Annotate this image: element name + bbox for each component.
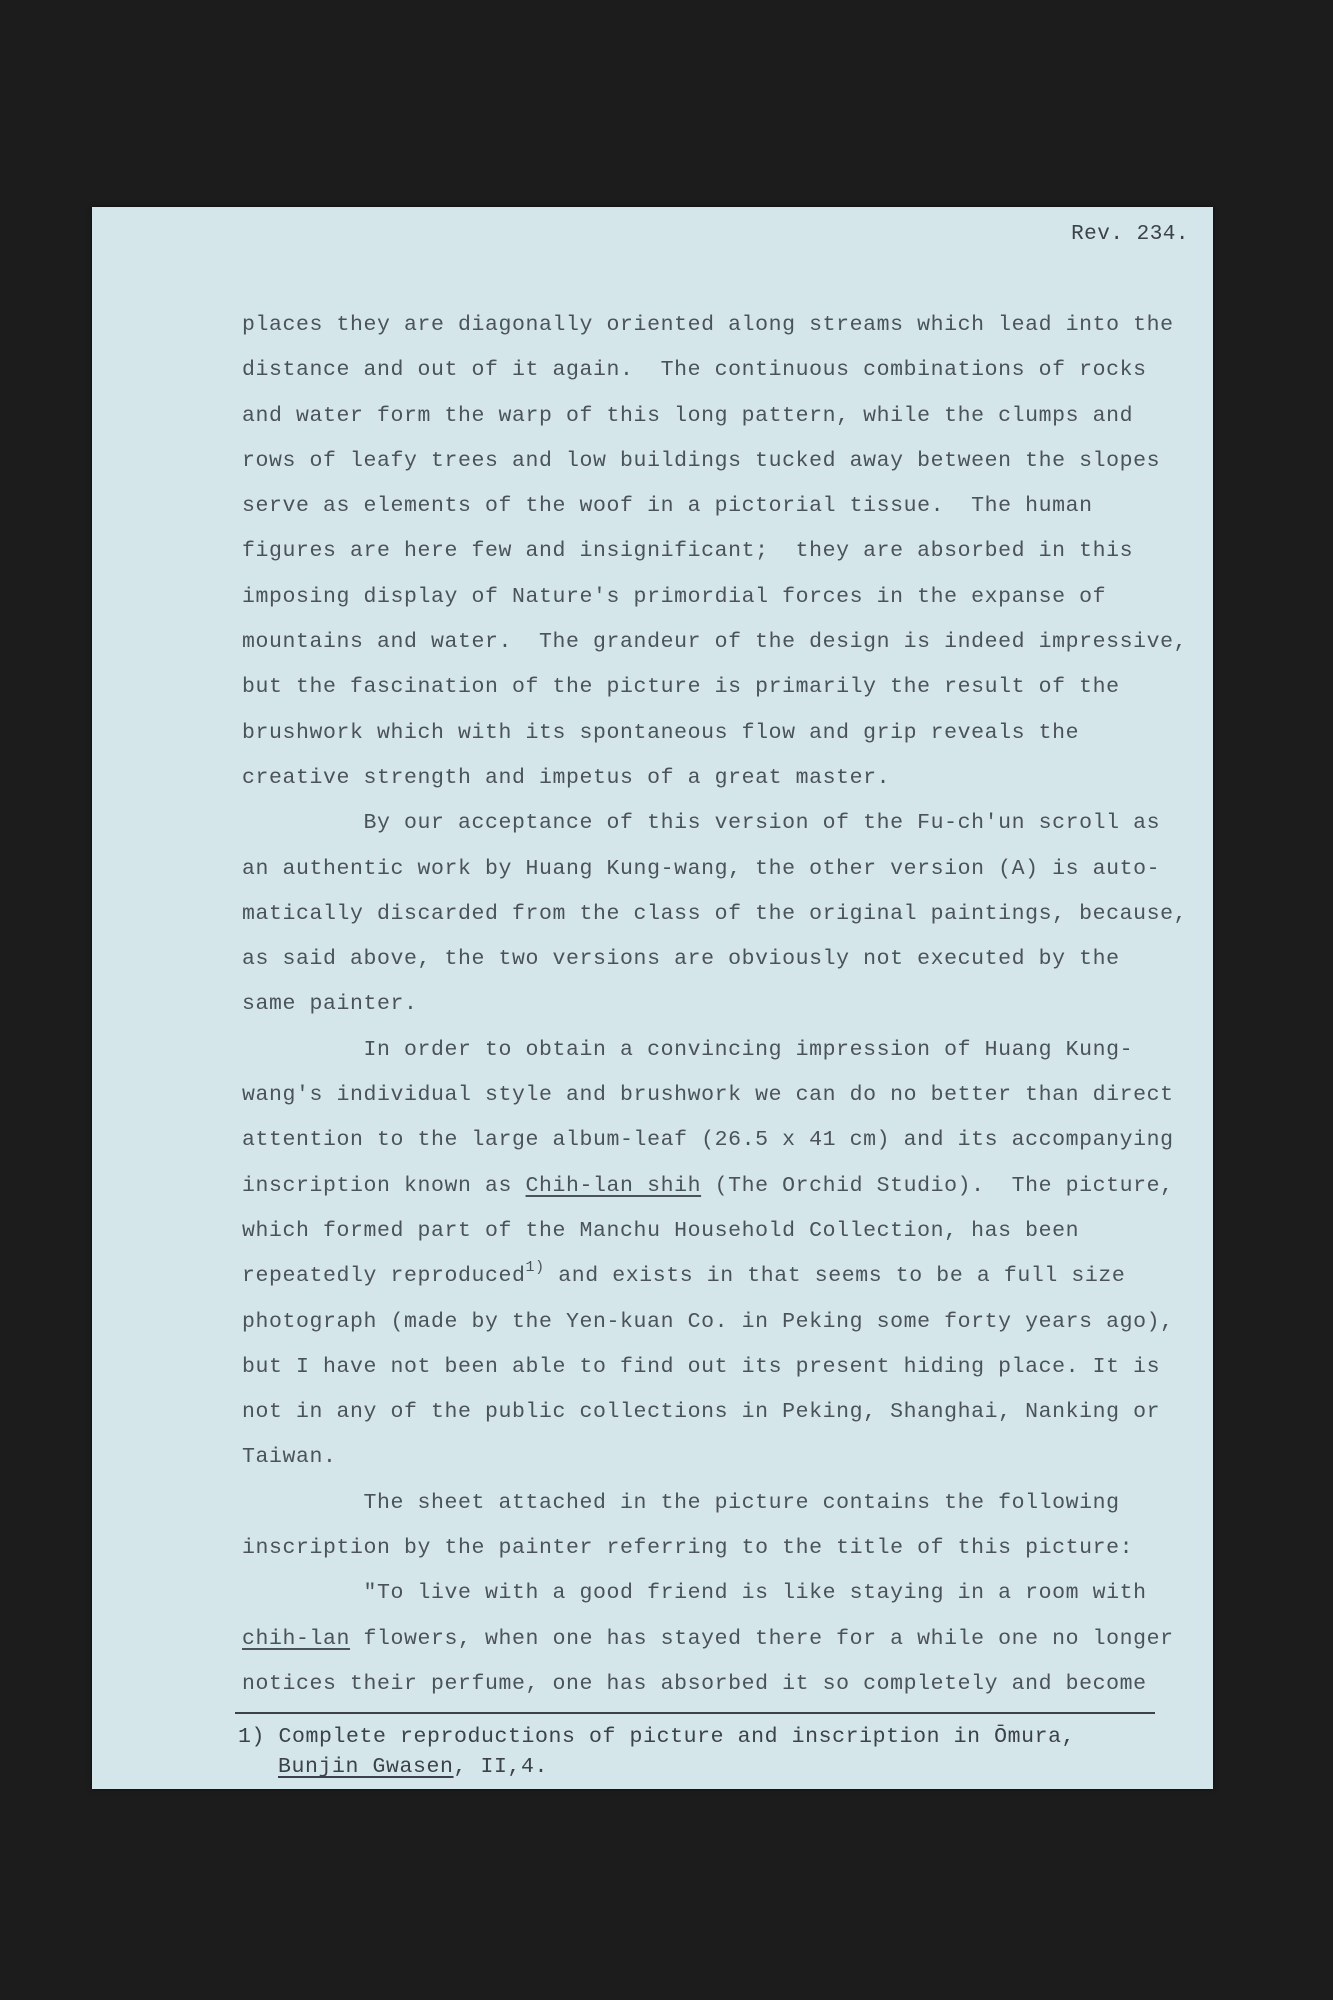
text-line: but I have not been able to find out its present hiding place. It is <box>242 1354 1161 1379</box>
text-line: distance and out of it again. The continuous combinations of rocks <box>242 358 1147 383</box>
footnote-marker: 1) <box>525 1259 545 1277</box>
text-line: and water form the warp of this long pattern, while the clumps and <box>242 403 1134 428</box>
text-segment: flowers, when one has stayed there for a while one no longer <box>350 1626 1174 1651</box>
text-segment: inscription known as <box>242 1173 526 1198</box>
text-line: but the fascination of the picture is primarily the result of the <box>242 675 1120 700</box>
text-line <box>242 1617 1187 1662</box>
text-line: By our acceptance of this version of the Fu-ch'un scroll as <box>242 811 1161 836</box>
text-line: same painter. <box>242 992 418 1017</box>
text-line: inscription by the painter referring to the title of this picture: <box>242 1536 1134 1561</box>
text-line: creative strength and impetus of a great master. <box>242 765 891 790</box>
text-line: photograph (made by the Yen-kuan Co. in Peking some forty years ago), <box>242 1309 1174 1334</box>
text-line: not in any of the public collections in Peking, Shanghai, Nanking or <box>242 1400 1161 1425</box>
text-line: The sheet attached in the picture contains the following <box>242 1490 1120 1515</box>
text-segment: (The Orchid Studio). The picture, <box>701 1173 1174 1198</box>
text-line: imposing display of Nature's primordial forces in the expanse of <box>242 584 1107 609</box>
text-line: wang's individual style and brushwork we can do no better than direct <box>242 1083 1174 1108</box>
text-segment: repeatedly reproduced <box>242 1264 526 1289</box>
text-line: places they are diagonally oriented along streams which lead into the <box>242 313 1174 337</box>
text-line: serve as elements of the woof in a pictorial tissue. The human <box>242 494 1093 519</box>
text-line: an authentic work by Huang Kung-wang, the other version (A) is auto- <box>242 856 1161 881</box>
text-line: brushwork which with its spontaneous flow and grip reveals the <box>242 720 1080 745</box>
text-segment: and exists in that seems to be a full size <box>544 1264 1126 1289</box>
document-page <box>92 207 1213 1789</box>
text-line: which formed part of the Manchu Household Collection, has been <box>242 1218 1080 1243</box>
text-line: as said above, the two versions are obviously not executed by the <box>242 947 1120 972</box>
footnote-line: 1) Complete reproductions of picture and inscription in Ōmura, <box>238 1725 1076 1749</box>
text-line: rows of leafy trees and low buildings tucked away between the slopes <box>242 448 1161 473</box>
text-line: mountains and water. The grandeur of the design is indeed impressive, <box>242 630 1188 655</box>
text-line: In order to obtain a convincing impression of Huang Kung- <box>242 1037 1134 1062</box>
term: chih-lan <box>242 1626 351 1651</box>
work-title: Bunjin Gwasen <box>278 1755 454 1779</box>
page-reference: Rev. 234. <box>1071 223 1189 246</box>
text-line: notices their perfume, one has absorbed it so completely and become <box>242 1671 1147 1696</box>
footnote <box>238 1722 1075 1782</box>
main-text <box>242 303 1187 1707</box>
text-line: "To live with a good friend is like staying in a room with <box>242 1581 1147 1606</box>
work-title: Chih-lan shih <box>525 1173 702 1198</box>
text-line: attention to the large album-leaf (26.5 x 41 cm) and its accompanying <box>242 1128 1174 1153</box>
text-line: Taiwan. <box>242 1445 337 1470</box>
text-line: figures are here few and insignificant; they are absorbed in this <box>242 539 1134 564</box>
text-line <box>242 1164 1187 1209</box>
text-line: matically discarded from the class of the original paintings, because, <box>242 901 1188 926</box>
text-line <box>242 1254 1187 1299</box>
text-segment: , II,4. <box>453 1755 549 1779</box>
footnote-divider <box>235 1712 1155 1714</box>
footnote-line <box>238 1752 1075 1782</box>
